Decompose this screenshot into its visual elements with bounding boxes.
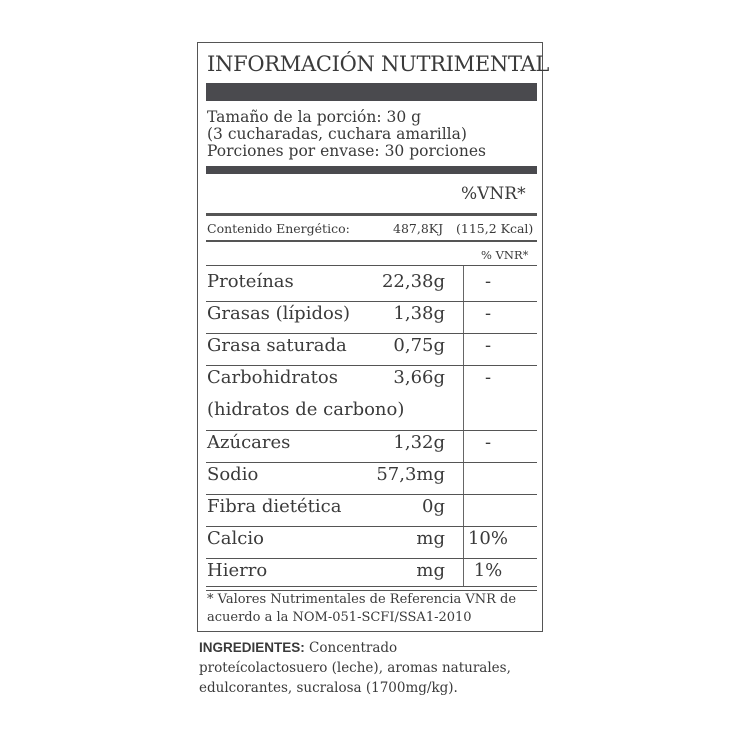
nutrient-amount: 1,38g: [393, 303, 445, 325]
row-divider: [206, 494, 537, 495]
nutrient-name: Sodio: [207, 463, 259, 485]
nutrient-amount: 3,66g: [393, 367, 445, 389]
energy-kj: 487,8KJ: [393, 221, 444, 236]
nutrient-amount: 0,75g: [393, 335, 445, 357]
nutrient-amount: 1,32g: [393, 431, 445, 453]
vnr-footnote: * Valores Nutrimentales de Referencia VNR de acuerdo a la NOM-051-SCFI/SSA1-2010: [207, 592, 517, 625]
nutrient-name: Carbohidratos: [207, 367, 338, 389]
label-title: INFORMACIÓN NUTRIMENTAL: [207, 52, 550, 76]
row-divider: [206, 430, 537, 431]
nutrient-name: Grasas (lípidos): [207, 303, 351, 325]
servings-per-container: Porciones por envase: 30 porciones: [207, 142, 486, 160]
nutrient-name: Calcio: [207, 527, 264, 549]
nutrient-amount: 0g: [422, 495, 445, 517]
title-divider-bar: [206, 83, 537, 101]
serving-note: (3 cucharadas, cuchara amarilla): [207, 125, 467, 143]
nutrient-name: Hierro: [207, 559, 268, 581]
row-divider: [206, 365, 537, 366]
nutrient-vnr: -: [484, 431, 492, 453]
row-divider: [206, 462, 537, 463]
nutrient-name: Azúcares: [207, 431, 291, 453]
vnr-divider: [206, 213, 537, 216]
nutrient-amount: mg: [416, 527, 445, 549]
vnr-small-header: % VNR*: [481, 248, 529, 262]
vnr-header: %VNR*: [461, 184, 526, 204]
nutrient-amount: mg: [416, 559, 445, 581]
table-top-divider: [206, 265, 537, 266]
row-divider: [206, 558, 537, 559]
nutrient-vnr: -: [484, 367, 492, 389]
nutrition-facts-panel: [197, 42, 550, 632]
nutrient-amount: 22,38g: [381, 271, 445, 292]
ingredients-text: Concentrado proteícolactosuero (leche), aromas naturales, edulcorantes, sucralosa (1700mg/kg).: [199, 640, 511, 696]
table-bottom-divider: [206, 586, 537, 587]
row-divider: [206, 333, 537, 334]
nutrient-amount: 57,3mg: [376, 463, 445, 485]
energy-divider: [206, 240, 537, 242]
row-divider: [206, 526, 537, 527]
ingredients-block: [199, 638, 529, 698]
nutrient-vnr: -: [484, 335, 492, 357]
energy-kcal: (115,2 Kcal): [456, 221, 534, 236]
serving-size: Tamaño de la porción: 30 g: [207, 108, 422, 126]
ingredients-heading: INGREDIENTES:: [199, 640, 305, 655]
nutrient-name: Grasa saturada: [207, 335, 347, 357]
nutrient-name: Fibra dietética: [207, 495, 342, 517]
nutrient-name: (hidratos de carbono): [207, 399, 405, 421]
row-divider: [206, 301, 537, 302]
energy-label: Contenido Energético:: [207, 221, 350, 236]
nutrient-vnr: -: [484, 303, 492, 325]
nutrient-vnr: -: [484, 271, 492, 292]
nutrient-name: Proteínas: [207, 271, 294, 292]
serving-divider-bar: [206, 166, 537, 174]
nutrient-vnr: 10%: [467, 527, 508, 549]
nutrient-vnr: 1%: [473, 559, 503, 581]
